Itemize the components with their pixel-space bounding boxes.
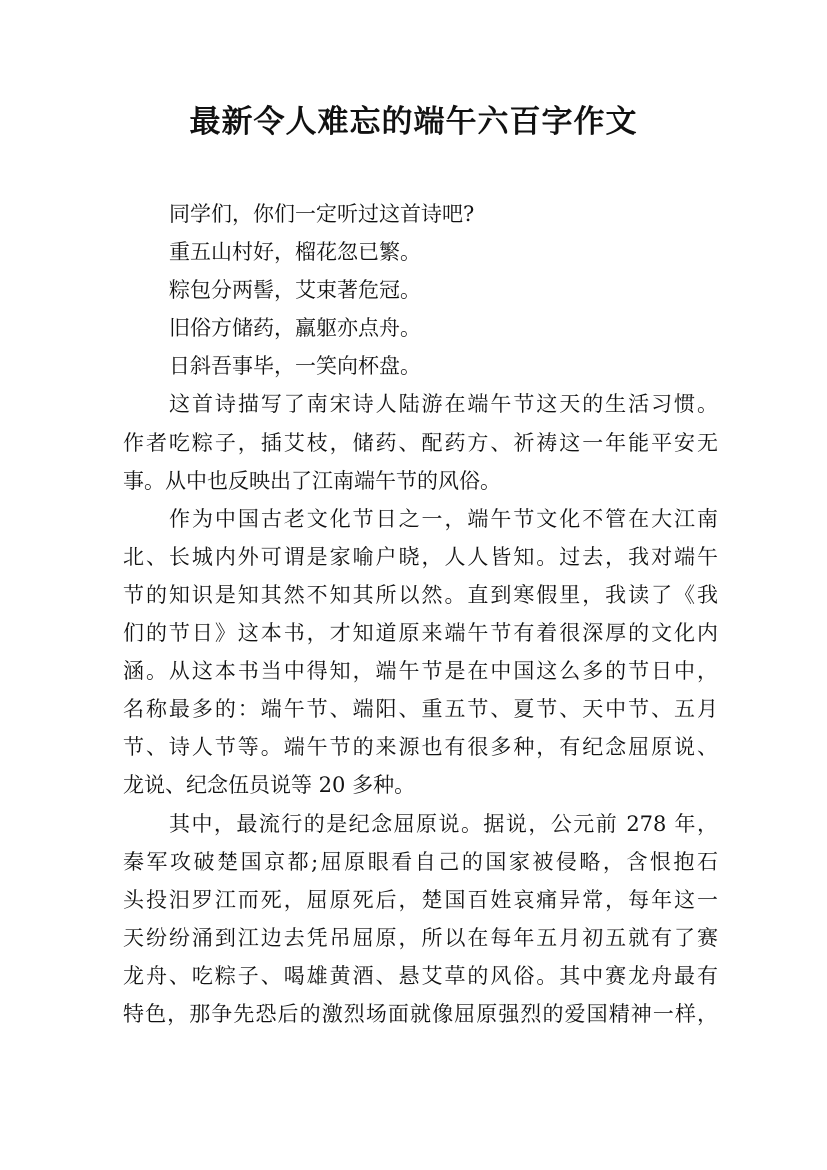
text-line: 特色，那争先恐后的激烈场面就像屈原强烈的爱国精神一样， [123,1001,718,1026]
text-line: 秦军攻破楚国京都;屈原眼看自己的国家被侵略，含恨抱石 [123,849,718,874]
text-line: 重五山村好，榴花忽已繁。 [169,240,421,265]
text-line: 涵。从这本书当中得知，端午节是在中国这么多的节日中， [123,659,718,684]
text-line: 北、长城内外可谓是家喻户晓，人人皆知。过去，我对端午 [123,544,718,569]
text-line: 龙舟、吃粽子、喝雄黄酒、悬艾草的风俗。其中赛龙舟最有 [123,963,718,988]
text-line: 日斜吾事毕，一笑向杯盘。 [169,354,421,379]
text-line: 作者吃粽子，插艾枝，储药、配药方、祈祷这一年能平安无 [123,430,718,455]
text-line: 头投汨罗江而死，屈原死后，楚国百姓哀痛异常，每年这一 [123,887,718,912]
document-title: 最新令人难忘的端午六百字作文 [189,104,638,140]
document-body [123,195,718,1033]
text-line: 粽包分两髻，艾束著危冠。 [169,278,421,303]
text-line: 作为中国古老文化节日之一，端午节文化不管在大江南 [169,506,718,531]
text-line: 其中，最流行的是纪念屈原说。据说，公元前 278 年， [169,811,718,836]
text-line: 节的知识是知其然不知其所以然。直到寒假里，我读了《我 [123,582,718,607]
text-line: 这首诗描写了南宋诗人陆游在端午节这天的生活习惯。 [169,392,718,417]
text-line: 龙说、纪念伍员说等 20 多种。 [123,773,416,798]
text-line: 同学们，你们一定听过这首诗吧? [169,202,475,226]
text-line: 们的节日》这本书，才知道原来端午节有着很深厚的文化内 [123,621,718,646]
text-line: 事。从中也反映出了江南端午节的风俗。 [123,468,501,493]
text-line: 旧俗方储药，羸躯亦点舟。 [169,316,421,341]
text-line: 天纷纷涌到江边去凭吊屈原，所以在每年五月初五就有了赛 [123,925,718,950]
text-line: 节、诗人节等。端午节的来源也有很多种，有纪念屈原说、 [123,735,718,760]
text-line: 名称最多的：端午节、端阳、重五节、夏节、天中节、五月 [123,697,718,722]
